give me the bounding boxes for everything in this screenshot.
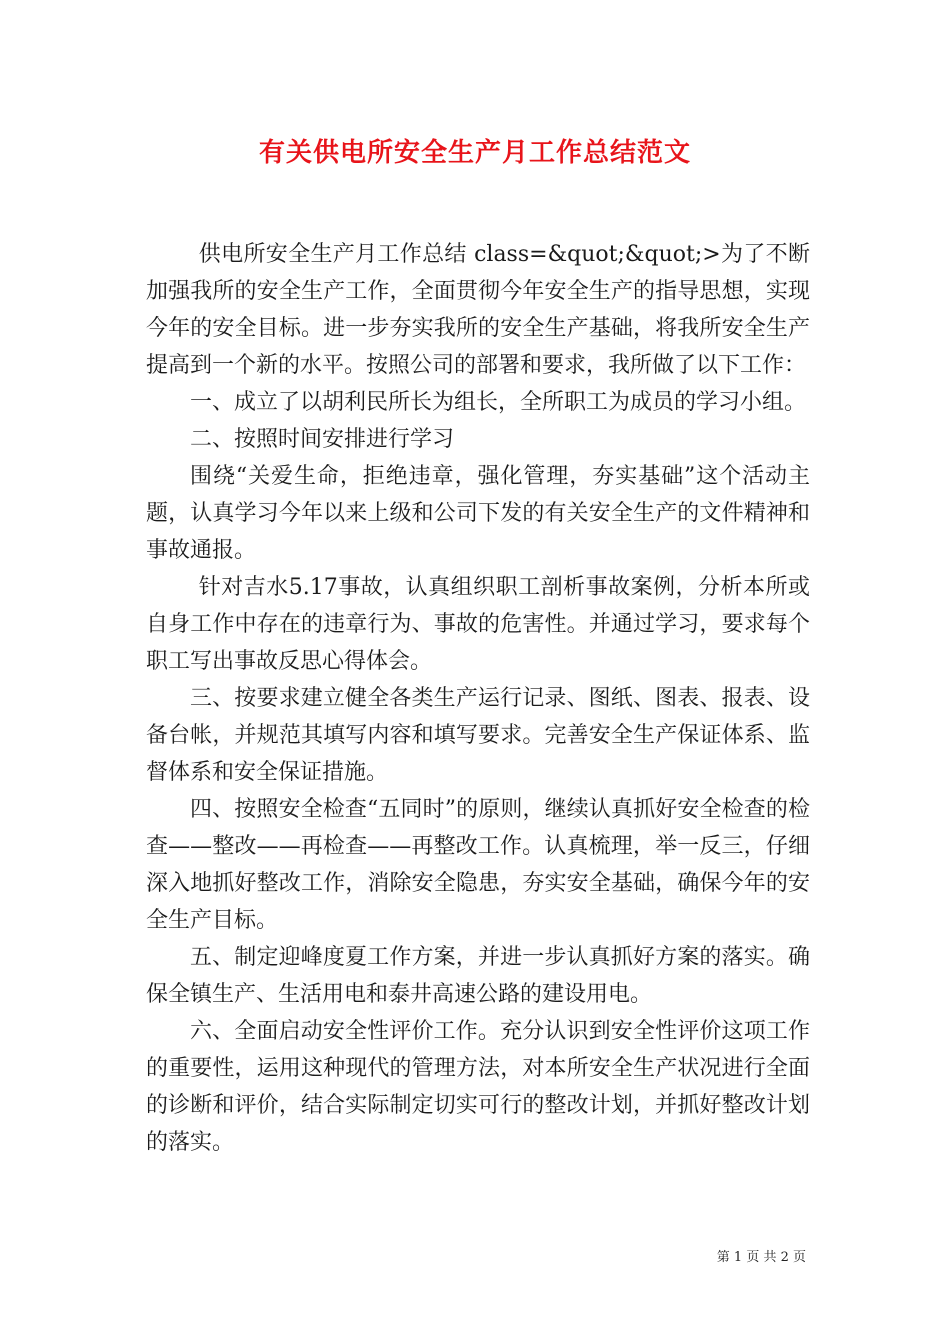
paragraph-intro: 供电所安全生产月工作总结 class=&quot;&quot;>为了不断加强我所的安全生产工作，全面贯彻今年安全生产的指导思想，实现今年的安全目标。进一步夯实我所的安全生产基础，将我所安全生产提高到一个新的水平。按照公司的部署和要求，我所做了以下工作： <box>146 242 810 378</box>
page-number-footer: 第 1 页 共 2 页 <box>716 1250 806 1265</box>
paragraph-item-4: 四、按照安全检查“五同时”的原则，继续认真抓好安全检查的检查——整改——再检查——再整改工作。认真梳理，举一反三，仔细深入地抓好整改工作，消除安全隐患，夯实安全基础，确保今年的安全生产目标。 <box>146 797 810 933</box>
paragraph-accident-analysis: 针对吉水5.17事故，认真组织职工剖析事故案例，分析本所或自身工作中存在的违章行为、事故的危害性。并通过学习，要求每个职工写出事故反思心得体会。 <box>146 575 810 674</box>
paragraph-item-1: 一、成立了以胡利民所长为组长，全所职工为成员的学习小组。 <box>190 390 807 415</box>
paragraph-item-2: 二、按照时间安排进行学习 <box>190 427 455 452</box>
paragraph-item-3: 三、按要求建立健全各类生产运行记录、图纸、图表、报表、设备台帐，并规范其填写内容和填写要求。完善安全生产保证体系、监督体系和安全保证措施。 <box>146 686 810 785</box>
paragraph-study-theme: 围绕“关爱生命，拒绝违章，强化管理，夯实基础”这个活动主题，认真学习今年以来上级和公司下发的有关安全生产的文件精神和事故通报。 <box>146 464 810 563</box>
paragraph-item-5: 五、制定迎峰度夏工作方案，并进一步认真抓好方案的落实。确保全镇生产、生活用电和泰井高速公路的建设用电。 <box>146 945 810 1007</box>
paragraph-item-6: 六、全面启动安全性评价工作。充分认识到安全性评价这项工作的重要性，运用这种现代的管理方法，对本所安全生产状况进行全面的诊断和评价，结合实际制定切实可行的整改计划，并抓好整改计划的落实。 <box>146 1019 810 1155</box>
document-body <box>146 236 810 1161</box>
document-title: 有关供电所安全生产月工作总结范文 <box>258 138 691 168</box>
